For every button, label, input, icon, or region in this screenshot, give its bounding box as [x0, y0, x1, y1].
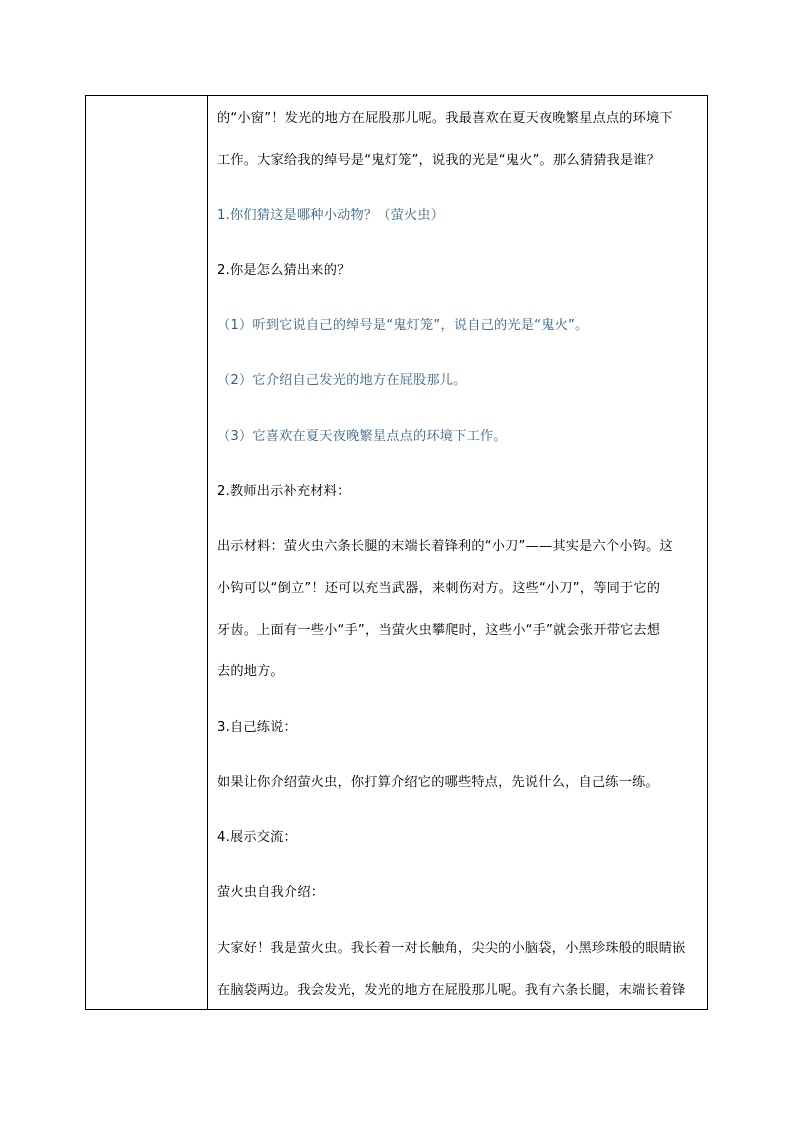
- text-line: 4.展示交流：: [217, 830, 297, 845]
- table-right-cell: [208, 96, 707, 1009]
- text-line: 1.你们猜这是哪种小动物？（萤火虫）: [217, 208, 445, 223]
- text-line: 如果让你介绍萤火虫，你打算介绍它的哪些特点，先说什么，自己练一练。: [217, 775, 659, 790]
- text-line: 工作。大家给我的绰号是“鬼灯笼”，说我的光是“鬼火”。那么猜猜我是谁？: [217, 153, 661, 168]
- text-line: （3）它喜欢在夏天夜晚繁星点点的环境下工作。: [217, 429, 507, 444]
- text-line: 的“小窗”！发光的地方在屁股那儿呢。我最喜欢在夏天夜晚繁星点点的环境下: [217, 111, 673, 126]
- text-line: 萤火虫自我介绍：: [217, 885, 325, 900]
- table-left-cell: [86, 96, 207, 1009]
- text-line: 3.自己练说：: [217, 720, 297, 735]
- text-line: 2.教师出示补充材料：: [217, 484, 351, 499]
- text-line: 2.你是怎么猜出来的？: [217, 263, 351, 278]
- text-line: 出示材料：萤火虫六条长腿的末端长着锋利的“小刀”——其实是六个小钩。这: [217, 539, 673, 554]
- text-line: 去的地方。: [217, 664, 284, 679]
- text-line: （1）听到它说自己的绰号是“鬼灯笼”，说自己的光是“鬼火”。: [217, 318, 589, 333]
- text-line: 大家好！我是萤火虫。我长着一对长触角，尖尖的小脑袋，小黑珍珠般的眼睛嵌: [217, 941, 686, 956]
- text-line: （2）它介绍自己发光的地方在屁股那儿。: [217, 373, 467, 388]
- text-line: 在脑袋两边。我会发光，发光的地方在屁股那儿呢。我有六条长腿，末端长着锋: [217, 983, 686, 998]
- text-line: 小钩可以“倒立”！还可以充当武器，来刺伤对方。这些“小刀”，等同于它的: [217, 581, 661, 596]
- lesson-table: [85, 95, 708, 1010]
- text-line: 牙齿。上面有一些小“手”，当萤火虫攀爬时，这些小“手”就会张开带它去想: [217, 623, 661, 638]
